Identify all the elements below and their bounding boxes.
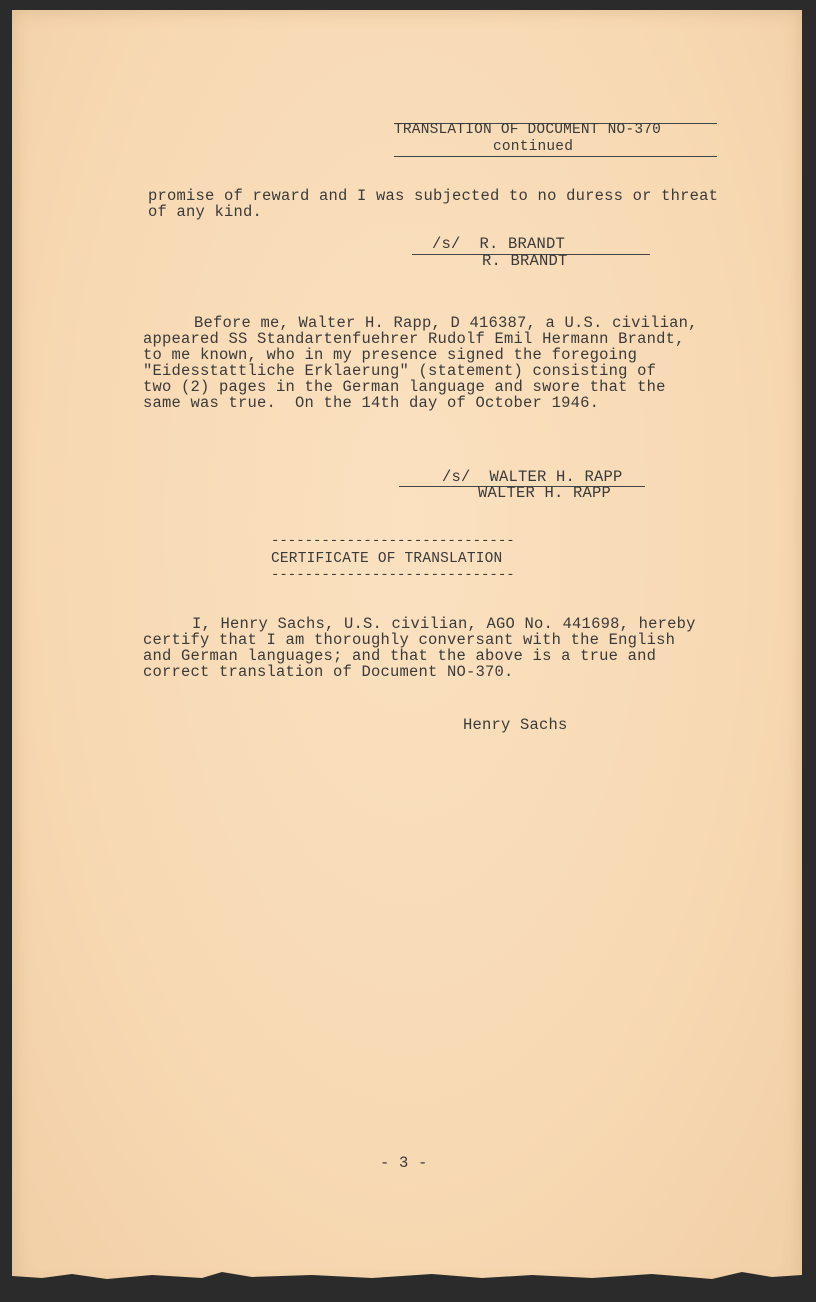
paragraph-line: of any kind.: [148, 203, 263, 221]
certificate-line: certify that I am thoroughly conversant with the English: [143, 631, 676, 649]
certificate-line: and German languages; and that the above is a true and: [143, 647, 657, 665]
document-title: TRANSLATION OF DOCUMENT NO-370: [394, 122, 662, 138]
certificate-top-rule: -----------------------------: [271, 533, 515, 549]
signature-brandt-signed: /s/ R. BRANDT: [432, 235, 566, 253]
paragraph-line: promise of reward and I was subjected to no duress or threat: [148, 187, 719, 205]
translator-signature: Henry Sachs: [463, 716, 568, 734]
affidavit-line: same was true. On the 14th day of October 1946.: [143, 394, 600, 412]
affidavit-line: "Eidesstattliche Erklaerung" (statement) consisting of: [143, 362, 657, 380]
affidavit-line: Before me, Walter H. Rapp, D 416387, a U.S. civilian,: [194, 314, 698, 332]
signature-brandt-typed: R. BRANDT: [482, 252, 568, 270]
torn-edge: [12, 1266, 802, 1288]
header-bottom-rule: [394, 156, 717, 157]
signature-rapp-signed: /s/ WALTER H. RAPP: [442, 468, 623, 486]
affidavit-line: two (2) pages in the German language and swore that the: [143, 378, 666, 396]
certificate-title: CERTIFICATE OF TRANSLATION: [271, 551, 503, 567]
certificate-bottom-rule: -----------------------------: [271, 567, 515, 583]
affidavit-line: to me known, who in my presence signed the foregoing: [143, 346, 638, 364]
signature-rapp-typed: WALTER H. RAPP: [478, 484, 612, 502]
document-subtitle: continued: [493, 139, 574, 155]
certificate-line: correct translation of Document NO-370.: [143, 663, 514, 681]
page-number: - 3 -: [380, 1154, 428, 1172]
certificate-line: I, Henry Sachs, U.S. civilian, AGO No. 441698, hereby: [192, 615, 696, 633]
affidavit-line: appeared SS Standartenfuehrer Rudolf Emil Hermann Brandt,: [143, 330, 685, 348]
document-page: [12, 10, 802, 1288]
